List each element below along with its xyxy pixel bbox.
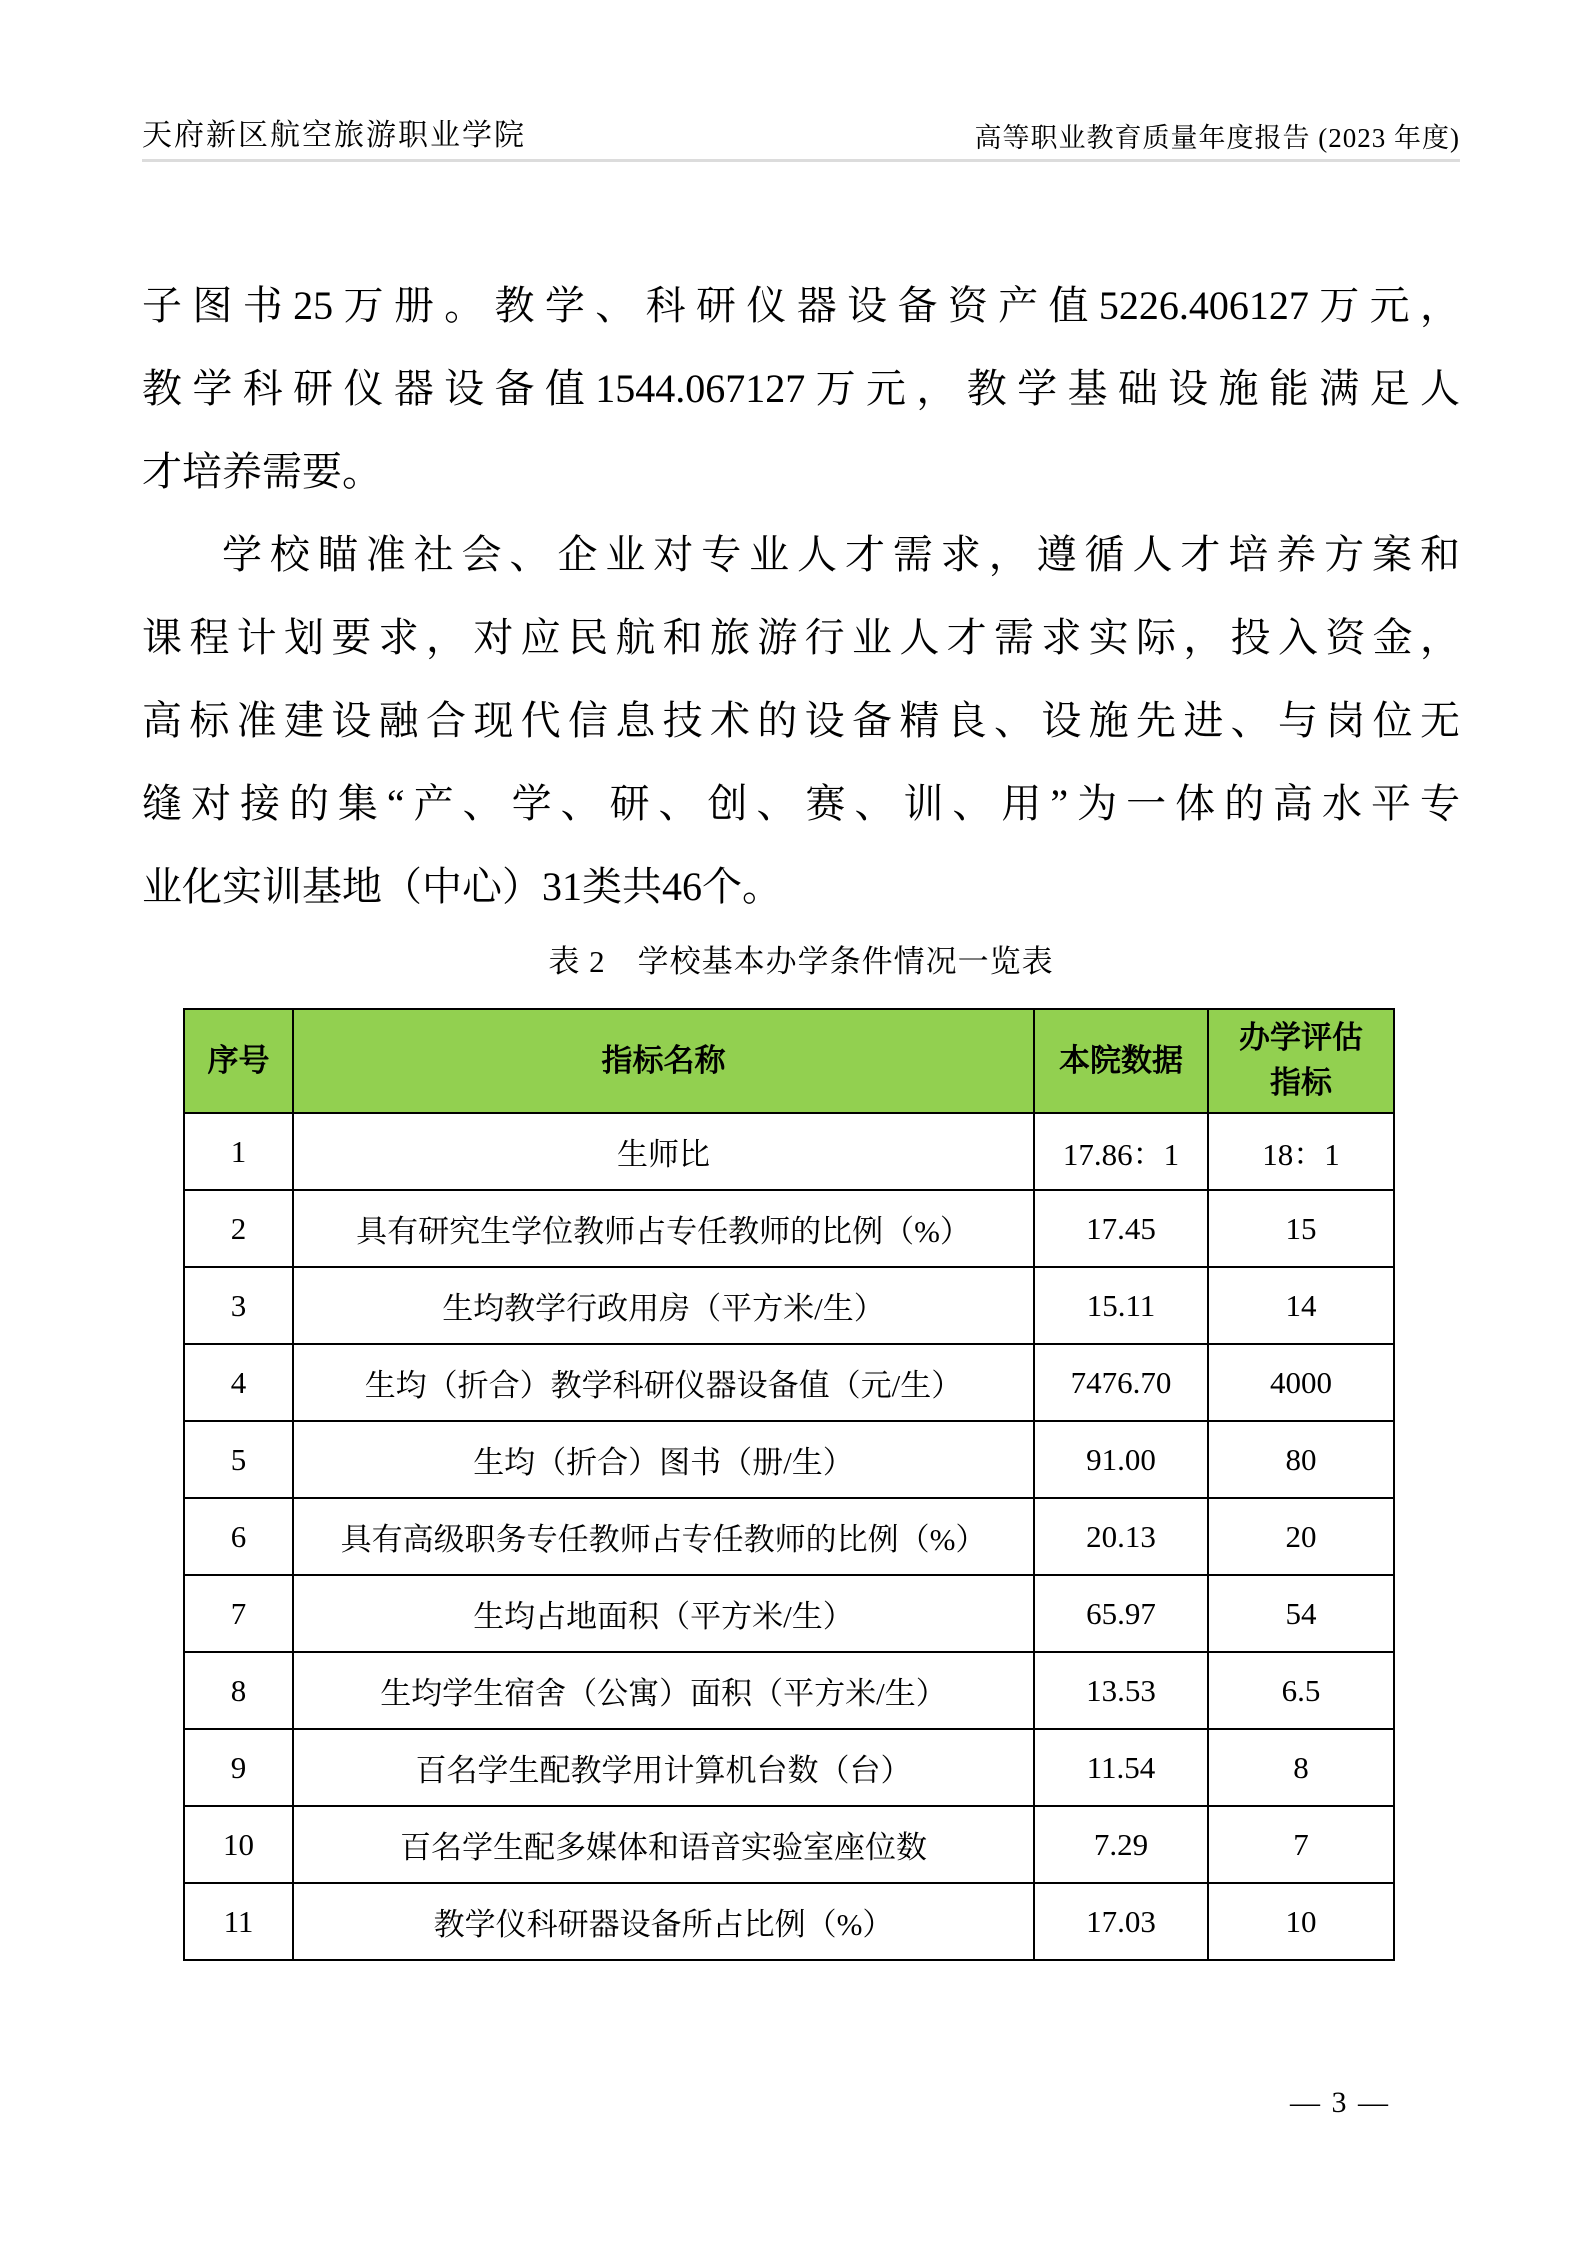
benchmark-cell: 7 [1208,1806,1394,1883]
college-data-cell: 15.11 [1034,1267,1208,1344]
benchmark-cell: 4000 [1208,1344,1394,1421]
indicator-name-cell: 生师比 [293,1113,1034,1190]
table-row [184,1729,1394,1806]
paragraph-line: 教学科研仪器设备值1544.067127万元，教学基础设施能满足人 [142,366,1460,411]
header-cell-indicator: 指标名称 [293,1009,1034,1113]
table-row [184,1652,1394,1729]
body-text [142,264,1460,928]
indicator-name-cell: 生均教学行政用房（平方米/生） [293,1267,1034,1344]
table-row [184,1113,1394,1190]
header-cell-index: 序号 [184,1009,293,1113]
table-row [184,1344,1394,1421]
table-row [184,1267,1394,1344]
table-row [184,1190,1394,1267]
indicator-name-cell: 生均（折合）教学科研仪器设备值（元/生） [293,1344,1034,1421]
row-index-cell: 5 [184,1421,293,1498]
table-row [184,1575,1394,1652]
college-data-cell: 17.86：1 [1034,1113,1208,1190]
paragraph-line: 子图书25万册。教学、科研仪器设备资产值5226.406127万元， [142,283,1460,328]
paragraph-line: 课程计划要求，对应民航和旅游行业人才需求实际，投入资金， [142,615,1460,660]
indicator-name-cell: 百名学生配教学用计算机台数（台） [293,1729,1034,1806]
indicator-name-cell: 百名学生配多媒体和语音实验室座位数 [293,1806,1034,1883]
conditions-table [183,1008,1395,1961]
paragraph-line: 缝对接的集“产、学、研、创、赛、训、用”为一体的高水平专 [142,781,1460,826]
paragraph-line: 学校瞄准社会、企业对专业人才需求，遵循人才培养方案和 [222,532,1460,577]
table-row [184,1498,1394,1575]
benchmark-cell: 15 [1208,1190,1394,1267]
school-name: 天府新区航空旅游职业学院 [142,119,526,152]
row-index-cell: 2 [184,1190,293,1267]
benchmark-cell: 10 [1208,1883,1394,1960]
row-index-cell: 9 [184,1729,293,1806]
benchmark-cell: 6.5 [1208,1652,1394,1729]
row-index-cell: 10 [184,1806,293,1883]
row-index-cell: 4 [184,1344,293,1421]
indicator-name-cell: 具有高级职务专任教师占专任教师的比例（%） [293,1498,1034,1575]
benchmark-cell: 20 [1208,1498,1394,1575]
row-index-cell: 11 [184,1883,293,1960]
college-data-cell: 20.13 [1034,1498,1208,1575]
college-data-cell: 91.00 [1034,1421,1208,1498]
row-index-cell: 6 [184,1498,293,1575]
table-row [184,1883,1394,1960]
paragraph-line: 业化实训基地（中心）31类共46个。 [142,864,782,909]
header-benchmark-line1: 办学评估 [1239,1020,1363,1056]
indicator-name-cell: 生均学生宿舍（公寓）面积（平方米/生） [293,1652,1034,1729]
indicator-name-cell: 教学仪科研器设备所占比例（%） [293,1883,1034,1960]
college-data-cell: 17.45 [1034,1190,1208,1267]
table-row [184,1806,1394,1883]
indicator-name-cell: 生均（折合）图书（册/生） [293,1421,1034,1498]
benchmark-cell: 80 [1208,1421,1394,1498]
benchmark-cell: 14 [1208,1267,1394,1344]
row-index-cell: 8 [184,1652,293,1729]
college-data-cell: 11.54 [1034,1729,1208,1806]
paragraph-line: 才培养需要。 [142,449,382,494]
college-data-cell: 65.97 [1034,1575,1208,1652]
benchmark-cell: 18：1 [1208,1113,1394,1190]
college-data-cell: 13.53 [1034,1652,1208,1729]
header-cell-college-data: 本院数据 [1034,1009,1208,1113]
paragraph-line: 高标准建设融合现代信息技术的设备精良、设施先进、与岗位无 [142,698,1460,743]
table-title: 表 2 学校基本办学条件情况一览表 [548,944,1054,979]
benchmark-cell: 8 [1208,1729,1394,1806]
header-divider [142,159,1460,162]
table-row [184,1421,1394,1498]
page-number: — 3 — [1290,2086,1390,2119]
row-index-cell: 1 [184,1113,293,1190]
report-title: 高等职业教育质量年度报告 (2023 年度) [974,123,1460,153]
college-data-cell: 17.03 [1034,1883,1208,1960]
table-header-row [184,1009,1394,1113]
benchmark-cell: 54 [1208,1575,1394,1652]
row-index-cell: 7 [184,1575,293,1652]
college-data-cell: 7.29 [1034,1806,1208,1883]
row-index-cell: 3 [184,1267,293,1344]
header-cell-benchmark [1208,1009,1394,1113]
table-body [184,1113,1394,1960]
indicator-name-cell: 具有研究生学位教师占专任教师的比例（%） [293,1190,1034,1267]
header-benchmark-line2: 指标 [1270,1065,1332,1100]
college-data-cell: 7476.70 [1034,1344,1208,1421]
indicator-name-cell: 生均占地面积（平方米/生） [293,1575,1034,1652]
